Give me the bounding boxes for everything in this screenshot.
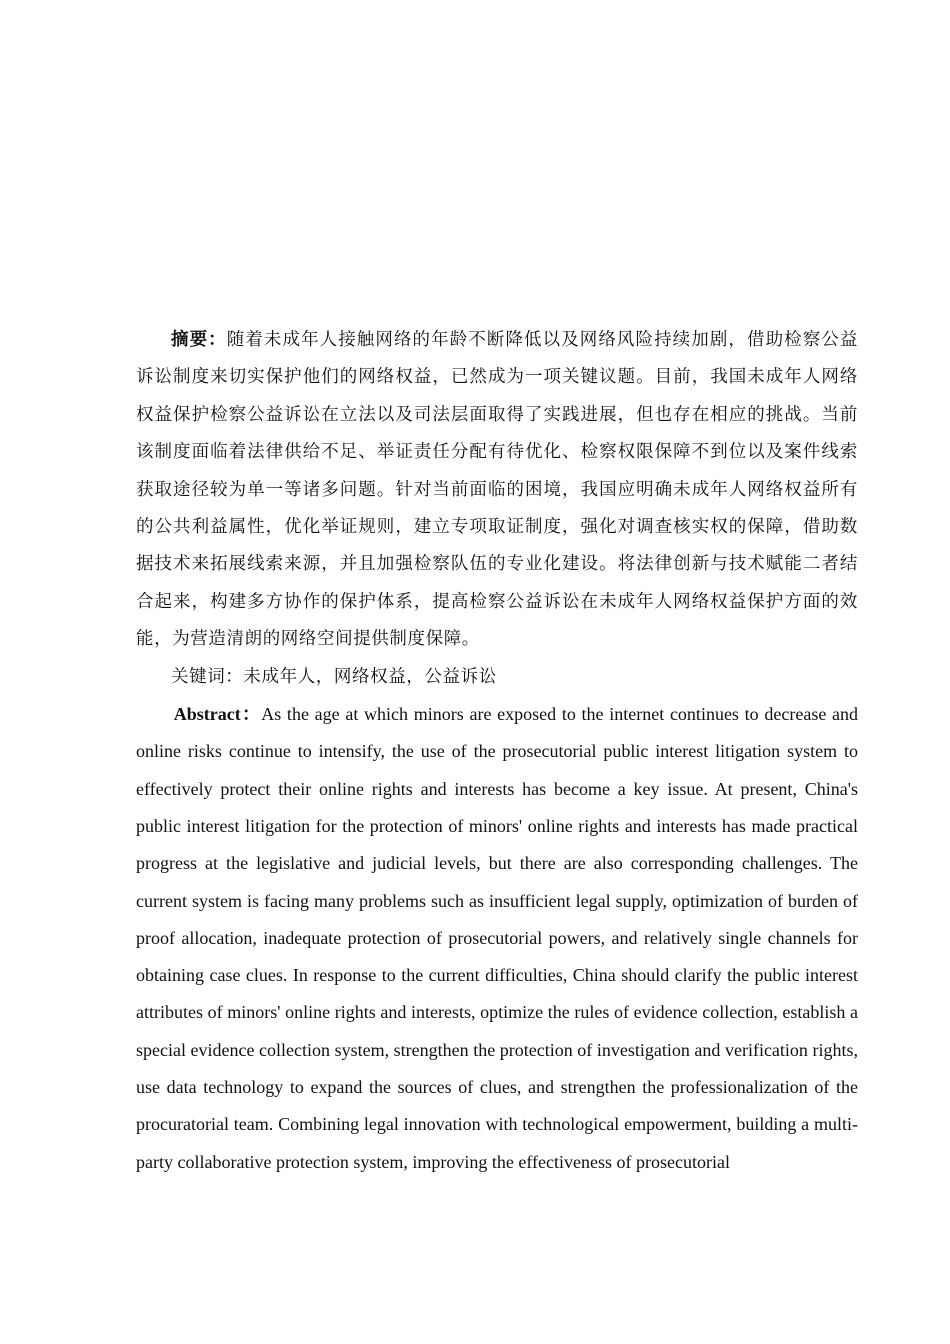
english-abstract [136,696,858,1181]
english-abstract-text: As the age at which minors are exposed to the internet continues to decrease and online risks continue to intensify, the use of the prosecutorial public interest litigation system to effectively protect their online rights and interests has become a key issue. At present, China's public interest litigation for the protection of minors' online rights and interests has made practical progress at the legislative and judicial levels, but there are also corresponding challenges. The current system is facing many problems such as insufficient legal supply, optimization of burden of proof allocation, inadequate protection of prosecutorial powers, and relatively single channels for obtaining case clues. In response to the current difficulties, China should clarify the public interest attributes of minors' online rights and interests, optimize the rules of evidence collection, establish a special evidence collection system, strengthen the protection of investigation and verification rights, use data technology to expand the sources of clues, and strengthen the professionalization of the procuratorial team. Combining legal innovation with technological empowerment, building a multi-party collaborative protection system, improving the effectiveness of prosecutorial [136,704,859,1172]
chinese-abstract [136,322,858,659]
document-page [136,322,858,1181]
chinese-abstract-label: 摘要： [171,330,227,350]
chinese-keywords [136,659,858,696]
english-abstract-label: Abstract： [173,704,262,725]
chinese-keywords-text: 未成年人，网络权益，公益诉讼 [243,666,497,687]
chinese-abstract-text: 随着未成年人接触网络的年龄不断降低以及网络风险持续加剧，借助检察公益诉讼制度来切实保护他们的网络权益，已然成为一项关键议题。目前，我国未成年人网络权益保护检察公益诉讼在立法以及司法层面取得了实践进展，但也存在相应的挑战。当前该制度面临着法律供给不足、举证责任分配有待优化、检察权限保障不到位以及案件线索获取途径较为单一等诸多问题。针对当前面临的困境，我国应明确未成年人网络权益所有的公共利益属性，优化举证规则，建立专项取证制度，强化对调查核实权的保障，借助数据技术来拓展线索来源，并且加强检察队伍的专业化建设。将法律创新与技术赋能二者结合起来，构建多方协作的保护体系，提高检察公益诉讼在未成年人网络权益保护方面的效能，为营造清朗的网络空间提供制度保障。 [136,330,858,650]
chinese-keywords-label: 关键词： [171,666,244,687]
